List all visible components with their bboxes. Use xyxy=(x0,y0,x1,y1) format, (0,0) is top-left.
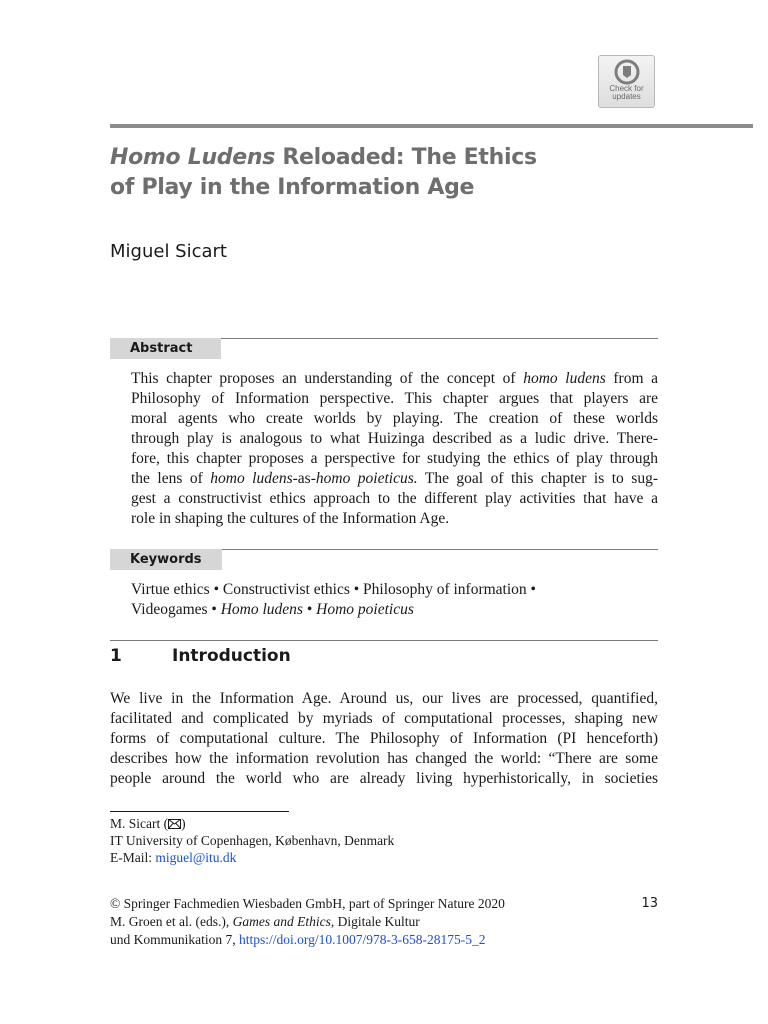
doi-link[interactable]: https://doi.org/10.1007/978-3-658-28175-5_2 xyxy=(239,932,486,947)
badge-label-2: updates xyxy=(612,92,641,101)
citation-line: M. Groen et al. (eds.), Games and Ethics, Digitale Kultur xyxy=(110,914,420,929)
badge-label-1: Check for xyxy=(609,84,644,93)
intro-line: people around the world who are already living hyperhistorically, in societies xyxy=(110,770,658,787)
title-line-2: of Play in the Information Age xyxy=(110,175,475,200)
section-heading xyxy=(110,646,291,666)
email-link[interactable]: miguel@itu.dk xyxy=(155,850,237,865)
abstract-line: role in shaping the cultures of the Information Age. xyxy=(131,510,450,527)
footnote-affiliation: IT University of Copenhagen, København, Denmark xyxy=(110,833,395,848)
intro-line: describes how the information revolution has changed the world: “There are some xyxy=(110,750,658,767)
footnote-email-row: E-Mail: miguel@itu.dk xyxy=(110,850,237,865)
doi-line: und Kommunikation 7, https://doi.org/10.1007/978-3-658-28175-5_2 xyxy=(110,932,486,947)
author-footnote xyxy=(110,815,394,866)
abstract-line: This chapter proposes an understanding of the concept of homo ludens from a xyxy=(131,370,658,387)
keywords-text xyxy=(131,580,536,620)
abstract-line: moral agents who create worlds by playing. The creation of these worlds xyxy=(131,410,658,427)
header-rule xyxy=(110,124,753,128)
abstract-line: Philosophy of Information perspective. This chapter argues that players are xyxy=(131,390,658,407)
keywords-label: Keywords xyxy=(110,549,222,570)
page-number: 13 xyxy=(641,896,658,911)
abstract-line: through play is analogous to what Huizinga described as a ludic drive. There- xyxy=(131,430,658,447)
title-rest: Reloaded: The Ethics xyxy=(275,145,537,170)
check-for-updates-badge[interactable] xyxy=(598,55,655,108)
copyright-footer xyxy=(110,895,658,949)
keywords-line-2: Videogames • Homo ludens • Homo poieticus xyxy=(131,601,414,618)
section-rule xyxy=(110,640,658,641)
section-title: Introduction xyxy=(172,646,291,666)
abstract-label: Abstract xyxy=(110,338,221,359)
intro-line: forms of computational culture. The Philosophy of Information (PI henceforth) xyxy=(110,730,658,747)
intro-paragraph xyxy=(110,689,658,789)
author-name: Miguel Sicart xyxy=(110,241,227,262)
copyright-line: © Springer Fachmedien Wiesbaden GmbH, part of Springer Nature 2020 xyxy=(110,896,505,911)
keywords-line-1: Virtue ethics • Constructivist ethics • Philosophy of information • xyxy=(131,581,536,598)
intro-line: We live in the Information Age. Around us, our lives are processed, quantified, xyxy=(110,690,658,707)
crossmark-icon xyxy=(614,59,640,85)
intro-line: facilitated and complicated by myriads of computational processes, shaping new xyxy=(110,710,658,727)
envelope-icon[interactable] xyxy=(168,819,181,829)
footnote-rule xyxy=(110,811,289,812)
chapter-title xyxy=(110,143,670,203)
abstract-line: gest a constructivist ethics approach to the different play activities that have a xyxy=(131,490,658,507)
abstract-line: the lens of homo ludens-as-homo poieticus. The goal of this chapter is to sug- xyxy=(131,470,658,487)
footnote-author: M. Sicart ( ) xyxy=(110,816,186,831)
title-italic: Homo Ludens xyxy=(110,145,276,170)
abstract-line: fore, this chapter proposes a perspective for studying the ethics of play through xyxy=(131,450,658,467)
section-number: 1 xyxy=(110,646,122,666)
abstract-text xyxy=(131,369,658,529)
